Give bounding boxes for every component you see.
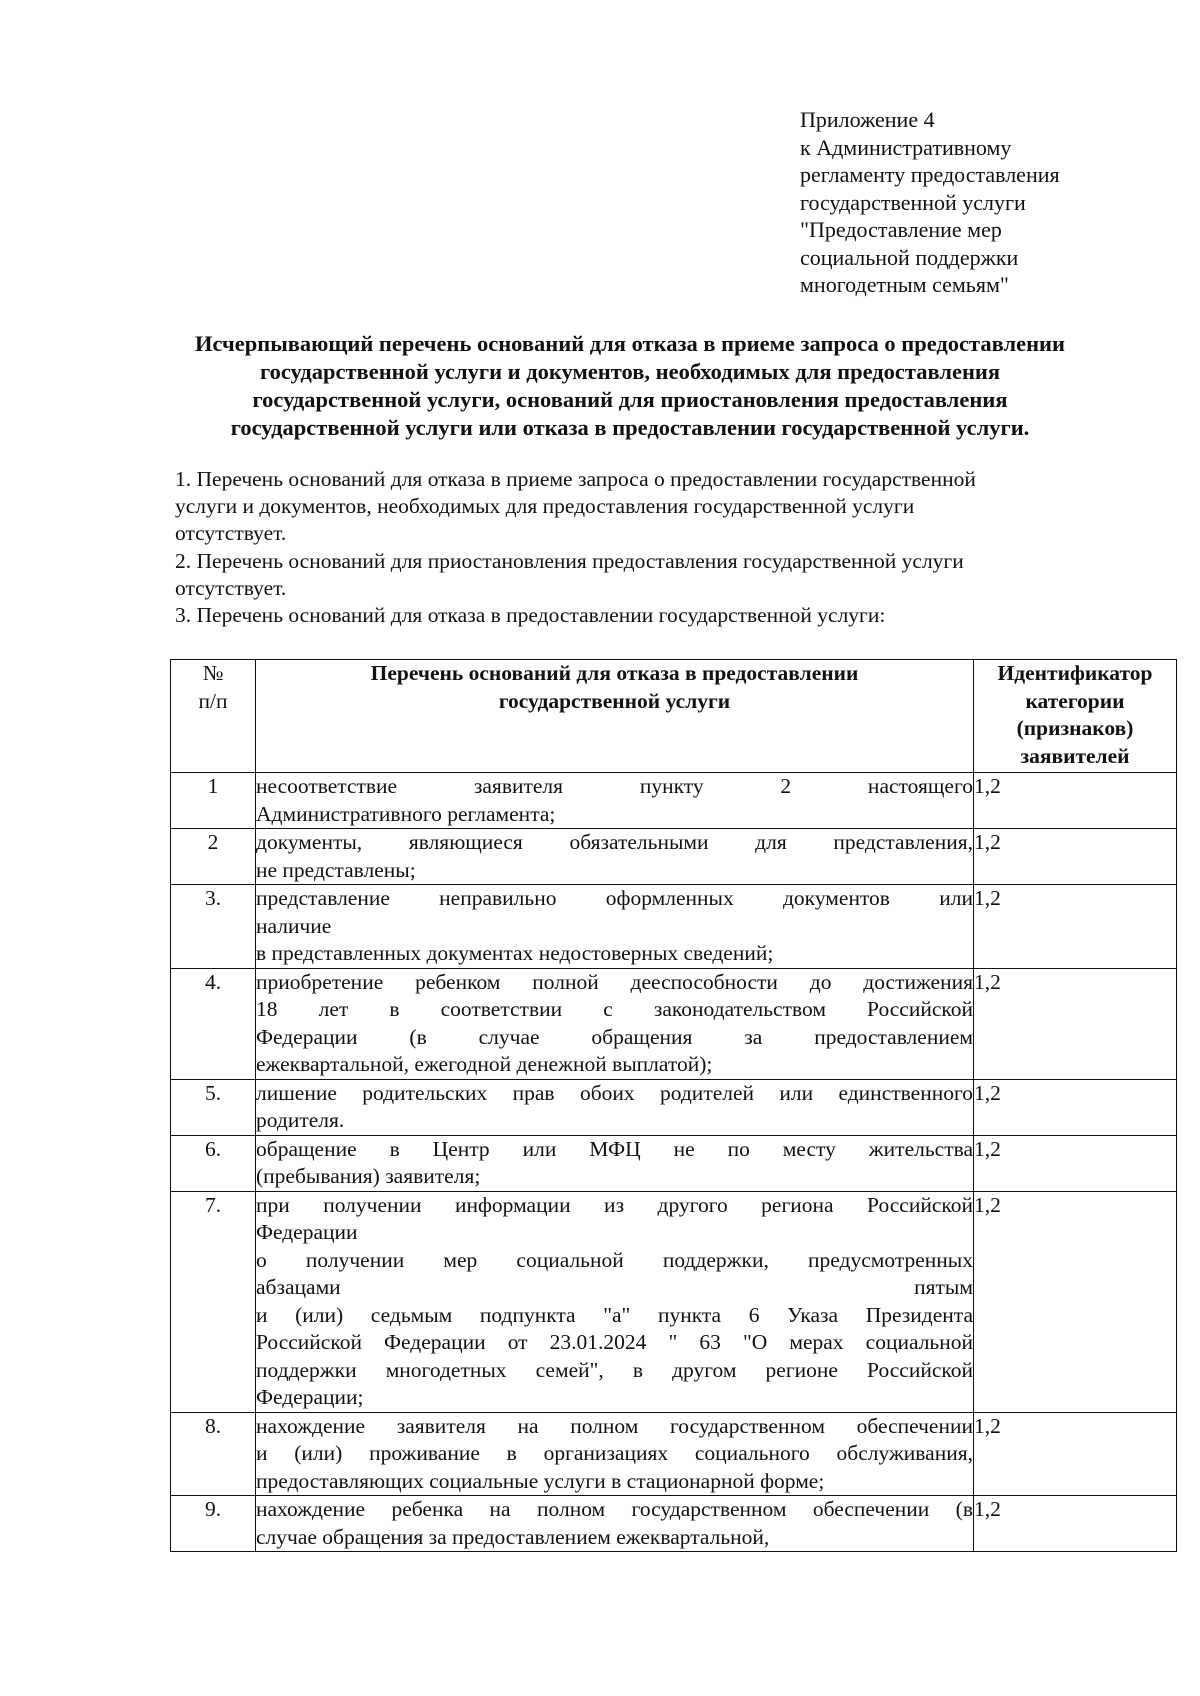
table-row	[171, 1191, 1177, 1412]
row-text-line: случае обращения за предоставлением ежеквартальной,	[256, 1524, 770, 1549]
header-identifier	[974, 660, 1177, 773]
row-text-line: представление неправильно оформленных документов или	[256, 886, 973, 910]
row-grounds-text	[256, 885, 974, 969]
table-header-row	[171, 660, 1177, 773]
row-text-line: (пребывания) заявителя;	[256, 1164, 481, 1188]
header-number-line: п/п	[198, 688, 228, 713]
table-row	[171, 968, 1177, 1079]
row-text-line: 18 лет в соответствии с законодательством Российской	[256, 997, 973, 1021]
row-text-line: нахождение заявителя на полном государственном обеспечении	[256, 1413, 973, 1438]
row-number: 9.	[171, 1496, 256, 1552]
row-applicant-category-id: 1,2	[974, 1191, 1177, 1412]
row-text-line: и (или) седьмым подпункта "а" пункта 6 Указа Президента	[256, 1302, 973, 1327]
row-number: 4.	[171, 968, 256, 1079]
row-number: 5.	[171, 1079, 256, 1135]
row-text-line: о получении мер социальной поддержки, предусмотренных	[256, 1247, 973, 1272]
row-text-line: не представлены;	[256, 857, 416, 882]
row-grounds-text	[256, 1496, 974, 1552]
title-line: государственной услуги и документов, необходимых для предоставления	[259, 359, 1001, 384]
row-number: 3.	[171, 885, 256, 969]
row-text-line: Административного регламента;	[256, 801, 556, 826]
appendix-line: регламенту предоставления	[800, 162, 1060, 187]
row-text-line: предоставляющих социальные услуги в стационарной форме;	[256, 1468, 825, 1493]
table-row	[171, 1412, 1177, 1496]
row-grounds-text	[256, 829, 974, 885]
header-grounds-line: государственной услуги	[498, 688, 731, 713]
intro-line: отсутствует.	[175, 521, 287, 546]
row-grounds-text	[256, 1135, 974, 1191]
row-text-line: родителя.	[256, 1108, 345, 1132]
row-applicant-category-id: 1,2	[974, 1079, 1177, 1135]
row-text-line: Федерации	[256, 1220, 358, 1244]
table-body	[171, 773, 1177, 1552]
row-applicant-category-id: 1,2	[974, 1496, 1177, 1552]
row-grounds-text	[256, 773, 974, 829]
appendix-line: Приложение 4	[800, 107, 935, 132]
header-grounds	[256, 660, 974, 773]
appendix-line: социальной поддержки	[800, 244, 1019, 270]
table-row	[171, 885, 1177, 969]
row-grounds-text	[256, 1412, 974, 1496]
row-grounds-text	[256, 968, 974, 1079]
appendix-line: к Административному	[800, 134, 1012, 160]
intro-line: 2. Перечень оснований для приостановления предоставления государственной услуги	[175, 548, 964, 573]
row-text-line: поддержки многодетных семей", в другом регионе Российской	[256, 1357, 973, 1382]
table-row	[171, 1135, 1177, 1191]
row-text-line: и (или) проживание в организациях социального обслуживания,	[256, 1441, 973, 1465]
header-identifier-line: заявителей	[1020, 743, 1130, 768]
table-row	[171, 1496, 1177, 1552]
header-number	[171, 660, 256, 773]
row-number: 2	[171, 829, 256, 885]
row-number: 8.	[171, 1412, 256, 1496]
row-text-line: несоответствие заявителя пункту 2 настоящего	[256, 774, 973, 798]
header-grounds-line: Перечень оснований для отказа в предоставлении	[370, 661, 859, 685]
row-applicant-category-id: 1,2	[974, 885, 1177, 969]
intro-line: 3. Перечень оснований для отказа в предоставлении государственной услуги:	[175, 603, 886, 628]
header-identifier-line: Идентификатор	[997, 661, 1153, 685]
title-line: Исчерпывающий перечень оснований для отказа в приеме запроса о предоставлении	[195, 331, 1065, 356]
row-grounds-text	[256, 1191, 974, 1412]
header-identifier-line: категории	[1025, 688, 1125, 713]
intro-line: 1. Перечень оснований для отказа в приеме запроса о предоставлении государственной	[175, 467, 976, 491]
row-grounds-text	[256, 1079, 974, 1135]
row-applicant-category-id: 1,2	[974, 968, 1177, 1079]
intro-paragraphs	[175, 466, 1135, 629]
appendix-reference	[800, 106, 1140, 299]
document-title	[150, 330, 1110, 442]
appendix-line: государственной услуги	[800, 189, 1026, 215]
row-number: 7.	[171, 1191, 256, 1412]
intro-line: отсутствует.	[175, 575, 287, 600]
refusal-grounds-table	[170, 659, 1177, 1552]
table-row	[171, 773, 1177, 829]
row-text-line: приобретение ребенком полной дееспособности до достижения	[256, 969, 973, 994]
row-text-line: ежеквартальной, ежегодной денежной выплатой);	[256, 1052, 713, 1076]
row-number: 6.	[171, 1135, 256, 1191]
title-line: государственной услуги или отказа в предоставлении государственной услуги.	[230, 415, 1030, 440]
row-applicant-category-id: 1,2	[974, 773, 1177, 829]
row-text-line: в представленных документах недостоверных сведений;	[256, 941, 774, 965]
row-number: 1	[171, 773, 256, 829]
row-text-line: Федерации;	[256, 1385, 364, 1409]
row-applicant-category-id: 1,2	[974, 1135, 1177, 1191]
row-applicant-category-id: 1,2	[974, 829, 1177, 885]
title-line: государственной услуги, оснований для приостановления предоставления	[252, 387, 1008, 412]
row-text-line: при получении информации из другого региона Российской	[256, 1192, 973, 1217]
intro-line: услуги и документов, необходимых для предоставления государственной услуги	[175, 494, 915, 519]
row-text-line: Российской Федерации от 23.01.2024 " 63 "О мерах социальной	[256, 1330, 973, 1354]
row-text-line: нахождение ребенка на полном государственном обеспечении (в	[256, 1497, 973, 1521]
row-text-line: наличие	[256, 913, 332, 938]
row-text-line: Федерации (в случае обращения за предоставлением	[256, 1024, 973, 1049]
appendix-line: "Предоставление мер	[800, 217, 1002, 242]
row-text-line: обращение в Центр или МФЦ не по месту жительства	[256, 1136, 973, 1161]
table-row	[171, 829, 1177, 885]
row-applicant-category-id: 1,2	[974, 1412, 1177, 1496]
appendix-line: многодетным семьям"	[800, 272, 1009, 297]
table-row	[171, 1079, 1177, 1135]
row-text-line: лишение родительских прав обоих родителей или единственного	[256, 1080, 973, 1105]
header-number-line: №	[202, 661, 224, 685]
header-identifier-line: (признаков)	[1016, 716, 1134, 740]
row-text-line: абзацами пятым	[256, 1275, 973, 1299]
row-text-line: документы, являющиеся обязательными для представления,	[256, 830, 973, 854]
